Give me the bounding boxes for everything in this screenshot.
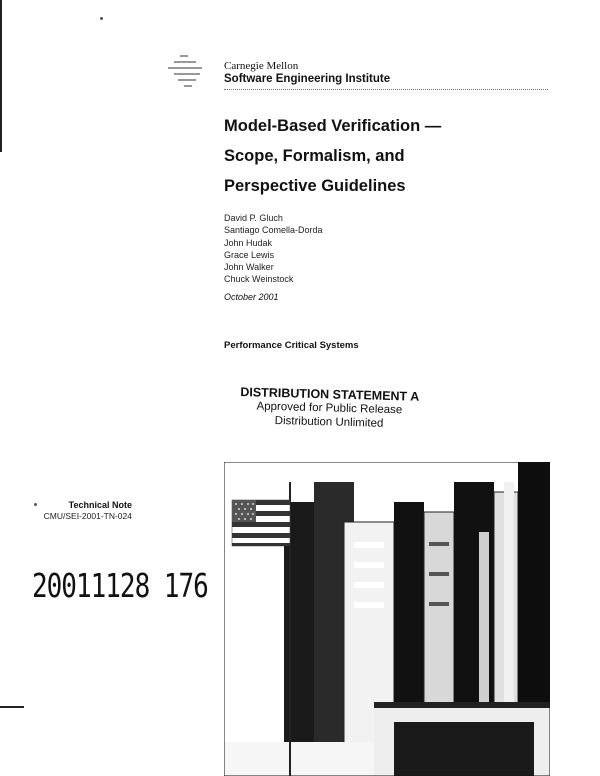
- stamp-line: Distribution Unlimited: [274, 414, 384, 430]
- stamp-title: DISTRIBUTION STATEMENT A: [240, 385, 420, 404]
- author: David P. Gluch: [224, 213, 283, 223]
- report-type: Technical Note: [68, 500, 132, 510]
- distribution-statement-stamp: [199, 384, 460, 433]
- author: Santiago Comella-Dorda: [224, 225, 323, 236]
- document-title: [224, 111, 441, 201]
- author: John Walker: [224, 262, 274, 273]
- title-line: Model-Based Verification —: [224, 117, 442, 135]
- publication-date: October 2001: [224, 292, 279, 302]
- title-line: Perspective Guidelines: [224, 177, 406, 195]
- sei-logo-icon: [166, 53, 210, 89]
- author: Chuck Weinstock: [224, 274, 294, 285]
- building-with-american-flag-icon: [224, 462, 550, 776]
- accession-number: 20011128 176: [32, 568, 208, 606]
- stamp-line: Approved for Public Release: [256, 400, 403, 417]
- division-name: Performance Critical Systems: [224, 340, 359, 351]
- scan-speck: [100, 17, 103, 20]
- institution-parent: Carnegie Mellon: [224, 60, 299, 72]
- author: John Hudak: [224, 237, 273, 248]
- report-number: CMU/SEI-2001-TN-024: [43, 511, 132, 521]
- author: Grace Lewis: [224, 249, 275, 260]
- header-rule: [224, 89, 548, 90]
- left-margin-tick: [0, 706, 24, 708]
- institution-name: Software Engineering Institute: [224, 73, 391, 85]
- title-line: Scope, Formalism, and: [224, 147, 405, 165]
- left-margin-rule: [0, 0, 2, 152]
- author-list: [224, 212, 323, 286]
